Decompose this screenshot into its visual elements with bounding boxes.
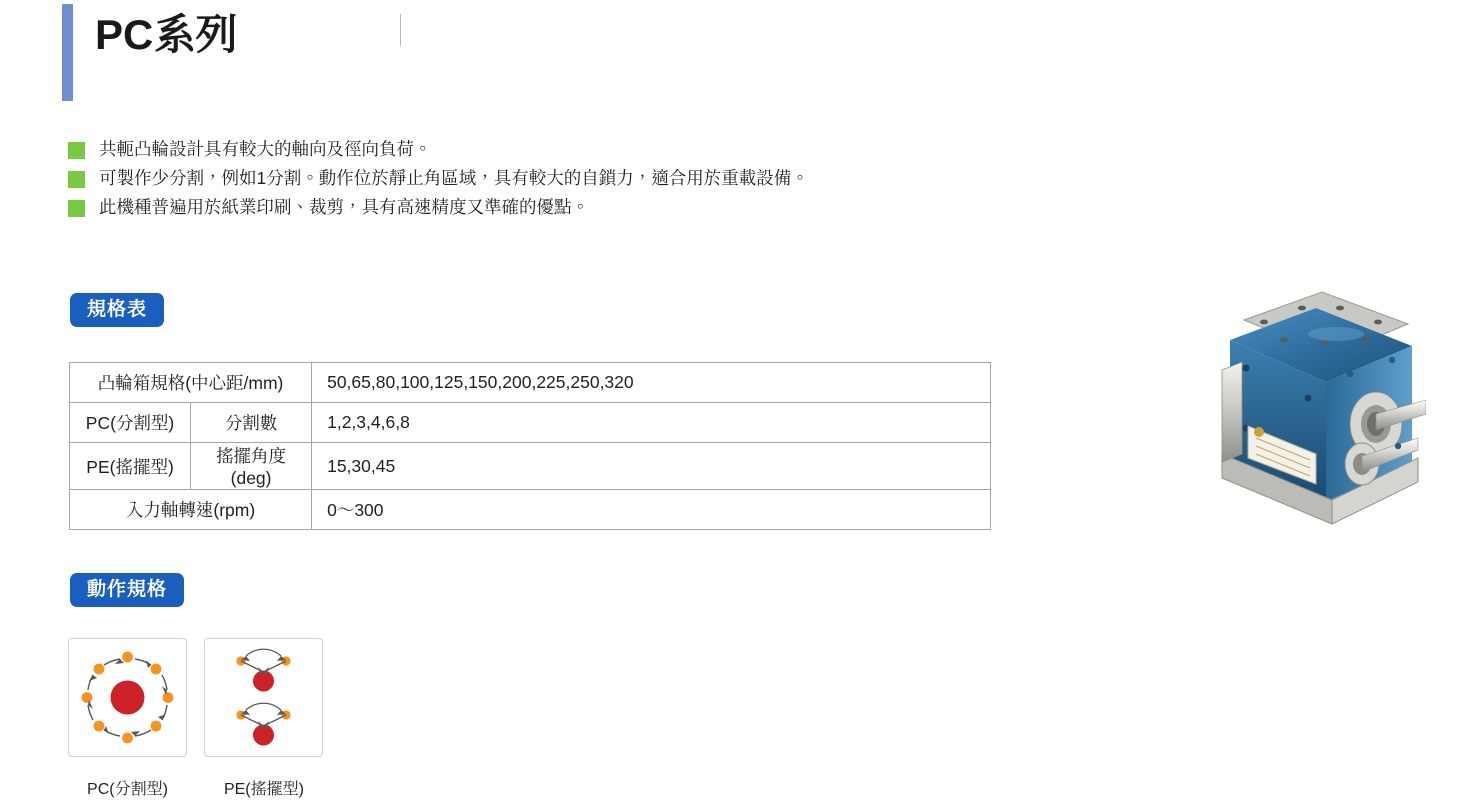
bullet-text: 此機種普遍用於紙業印刷、裁剪，具有高速精度又準確的優點。: [99, 197, 589, 218]
spec-table: [69, 362, 991, 530]
list-item: [68, 168, 1068, 188]
table-row: [70, 403, 991, 443]
motion-figure-group: [68, 638, 336, 799]
feature-bullet-list: [68, 139, 1068, 226]
row-value: 0～300: [312, 490, 991, 530]
row-label: PE(搖擺型): [70, 443, 191, 490]
table-row: [70, 490, 991, 530]
page-title-block: [62, 4, 237, 101]
table-row: [70, 443, 991, 490]
row-label: PC(分割型): [70, 403, 191, 443]
title-accent-bar: [62, 4, 73, 101]
section-tag-motion: 動作規格: [70, 573, 184, 607]
title-divider-tick: [400, 14, 401, 46]
row-label: 入力軸轉速(rpm): [70, 490, 312, 530]
figure-caption: PE(搖擺型): [223, 781, 304, 798]
section-tag-spec: 規格表: [70, 293, 164, 327]
list-item: [68, 139, 1068, 159]
figure-pe: [204, 638, 323, 799]
cam-indexer-photo: [1126, 278, 1426, 564]
row-label: 凸輪箱規格(中心距/mm): [70, 363, 312, 403]
bullet-text: 可製作少分割，例如1分割。動作位於靜止角區域，具有較大的自鎖力，適合用於重載設備。: [99, 168, 809, 189]
figure-caption: PC(分割型): [87, 781, 168, 798]
page-title: PC系列: [95, 11, 238, 58]
oscillation-icon: [204, 638, 323, 757]
bullet-square-icon: [68, 200, 85, 217]
row-sublabel: 分割數: [191, 403, 312, 443]
list-item: [68, 197, 1068, 217]
row-sublabel: 搖擺角度(deg): [191, 443, 312, 490]
row-value: 1,2,3,4,6,8: [312, 403, 991, 443]
table-row: [70, 363, 991, 403]
bullet-text: 共軛凸輪設計具有較大的軸向及徑向負荷。: [99, 139, 432, 159]
figure-pc: [68, 638, 187, 799]
bullet-square-icon: [68, 142, 85, 159]
index-rotation-icon: [68, 638, 187, 757]
row-value: 15,30,45: [312, 443, 991, 490]
bullet-square-icon: [68, 171, 85, 188]
row-value: 50,65,80,100,125,150,200,225,250,320: [312, 363, 991, 403]
